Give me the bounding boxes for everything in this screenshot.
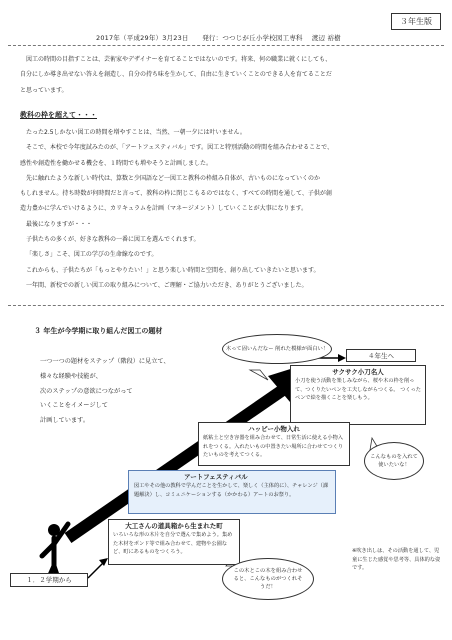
- box-sakusaku-title: サクサク小刀名人: [332, 368, 384, 376]
- section2-title: ３ 年生が今学期に取り組んだ図工の題材: [34, 327, 163, 335]
- publisher: 発行：つつじが丘小学校図工専科: [202, 34, 303, 42]
- grade-badge: ３年生版: [391, 13, 441, 30]
- box-happy-title: ハッピー小物入れ: [248, 425, 300, 433]
- box-daiku-text: いろいろな形の木片を自分で選んで集めよう。集めた木材をボンド等で組み合わせて、建物や公園など、町にあるものをつくろう。: [113, 532, 233, 555]
- bubble-top: 木って固いんだなー 削れた模様が面白い！: [222, 334, 332, 364]
- issue-date: 2017年（平成29年）3月23日: [96, 34, 189, 42]
- arrow-to-grade4-head: [338, 354, 346, 362]
- to-grade4-label: ４年生へ: [346, 349, 416, 362]
- intro-paragraph: 図工の時間の目指すことは、芸術家やデザイナーを育てることではないのです。将来、何の職業に就くにしても、 自分にしか導き出せない答えを創造し、自分の持ち味を生かして、自由に生きていくことのできる人を育てることだ と思っています。: [20, 56, 332, 94]
- bubble-right: こんなものを入れて使いたいな！: [364, 442, 424, 480]
- box-sakusaku: [290, 365, 426, 425]
- box-daiku: [108, 519, 240, 565]
- footnote: ※吹き出しは、その活動を通して、児童に生じた感覚や思考等、具体的な姿です。: [352, 548, 441, 571]
- section2-intro: 一つ一つの題材をステップ（階段）に見立て、 様々な経験や技能が、 次のステップの意欲につながって いくことをイメージして 計画しています。: [40, 358, 170, 425]
- section1-body: たった2.5しかない図工の時間を増やすことは、当然、一朝一夕には叶いません。 そこで、本校で今年度試みたのが、「アートフェスティバル」です。図工と特別活動の時間を組み合わせることで、 感性や創造性を働かせる機会を、１時間でも増やそうと計画しました。 先に触れたような新しい時代は、算数と少国語など一図工と教科の枠組み自体が、古いものになっていくのか もしれません。持ち時数が何時間だと言って、教科の枠に閉じこもるのではなく、すべての時間を通して、子供が創 造力豊かに学んでいけるように、カリキュラムを計画（マネージメント）していくことが大事になります。 最後になりますが・・・ 子供たちの多くが、好きな教科の一番に図工を選んでくれます。 「楽しさ」こそ、図工の学びの生命線なのです。 これからも、子供たちが「もっとやりたい！」と思う楽しい時間と空間を、創り出していきたいと思います。 一年間、新校での新しい図工の取り組みについて、ご理解・ご協力いただき、ありがとうございました。: [20, 129, 334, 289]
- box-daiku-title: 大工さんの道具箱から生まれた町: [125, 522, 223, 530]
- divider-middle: [8, 305, 444, 306]
- newsletter-header: [96, 33, 341, 42]
- box-art-text: 図工やその他の教科で学んだことを生かして、楽しく（主体的に）、チャレンジ（課題解決）し、コミュニケーションする（かかわる）アートのお祭り。: [134, 483, 329, 498]
- bubble-bottom: この木とこの木を組み合わせると、こんなものがつくれそうだ！: [222, 558, 314, 600]
- box-happy-text: 紙粘土と空き容器を組み合わせて、日常生活に使える小物入れをつくる。入れたいもの中置きたい場所に合わせてつくりたいものを考えてつくる。: [203, 435, 344, 458]
- section1-title: 教科の枠を超えて・・・: [20, 111, 97, 119]
- bubble-top-tail: [250, 370, 268, 380]
- arrow-from-start: [88, 562, 104, 578]
- box-sakusaku-text: 小刀を使う活動を楽しみながら、桜や木の枠を削って、つくりたいペンを工夫しながらつくる。 つくったペンで絵を描くことを楽しもう。: [295, 378, 421, 401]
- divider-top: [8, 45, 444, 46]
- from-term-label: １．２学期から: [10, 573, 88, 587]
- author: 渡辺 裕樹: [311, 34, 341, 42]
- box-art-title: アートフェスティバル: [184, 473, 248, 481]
- box-art-festival: [128, 470, 336, 514]
- box-happy: [198, 422, 350, 466]
